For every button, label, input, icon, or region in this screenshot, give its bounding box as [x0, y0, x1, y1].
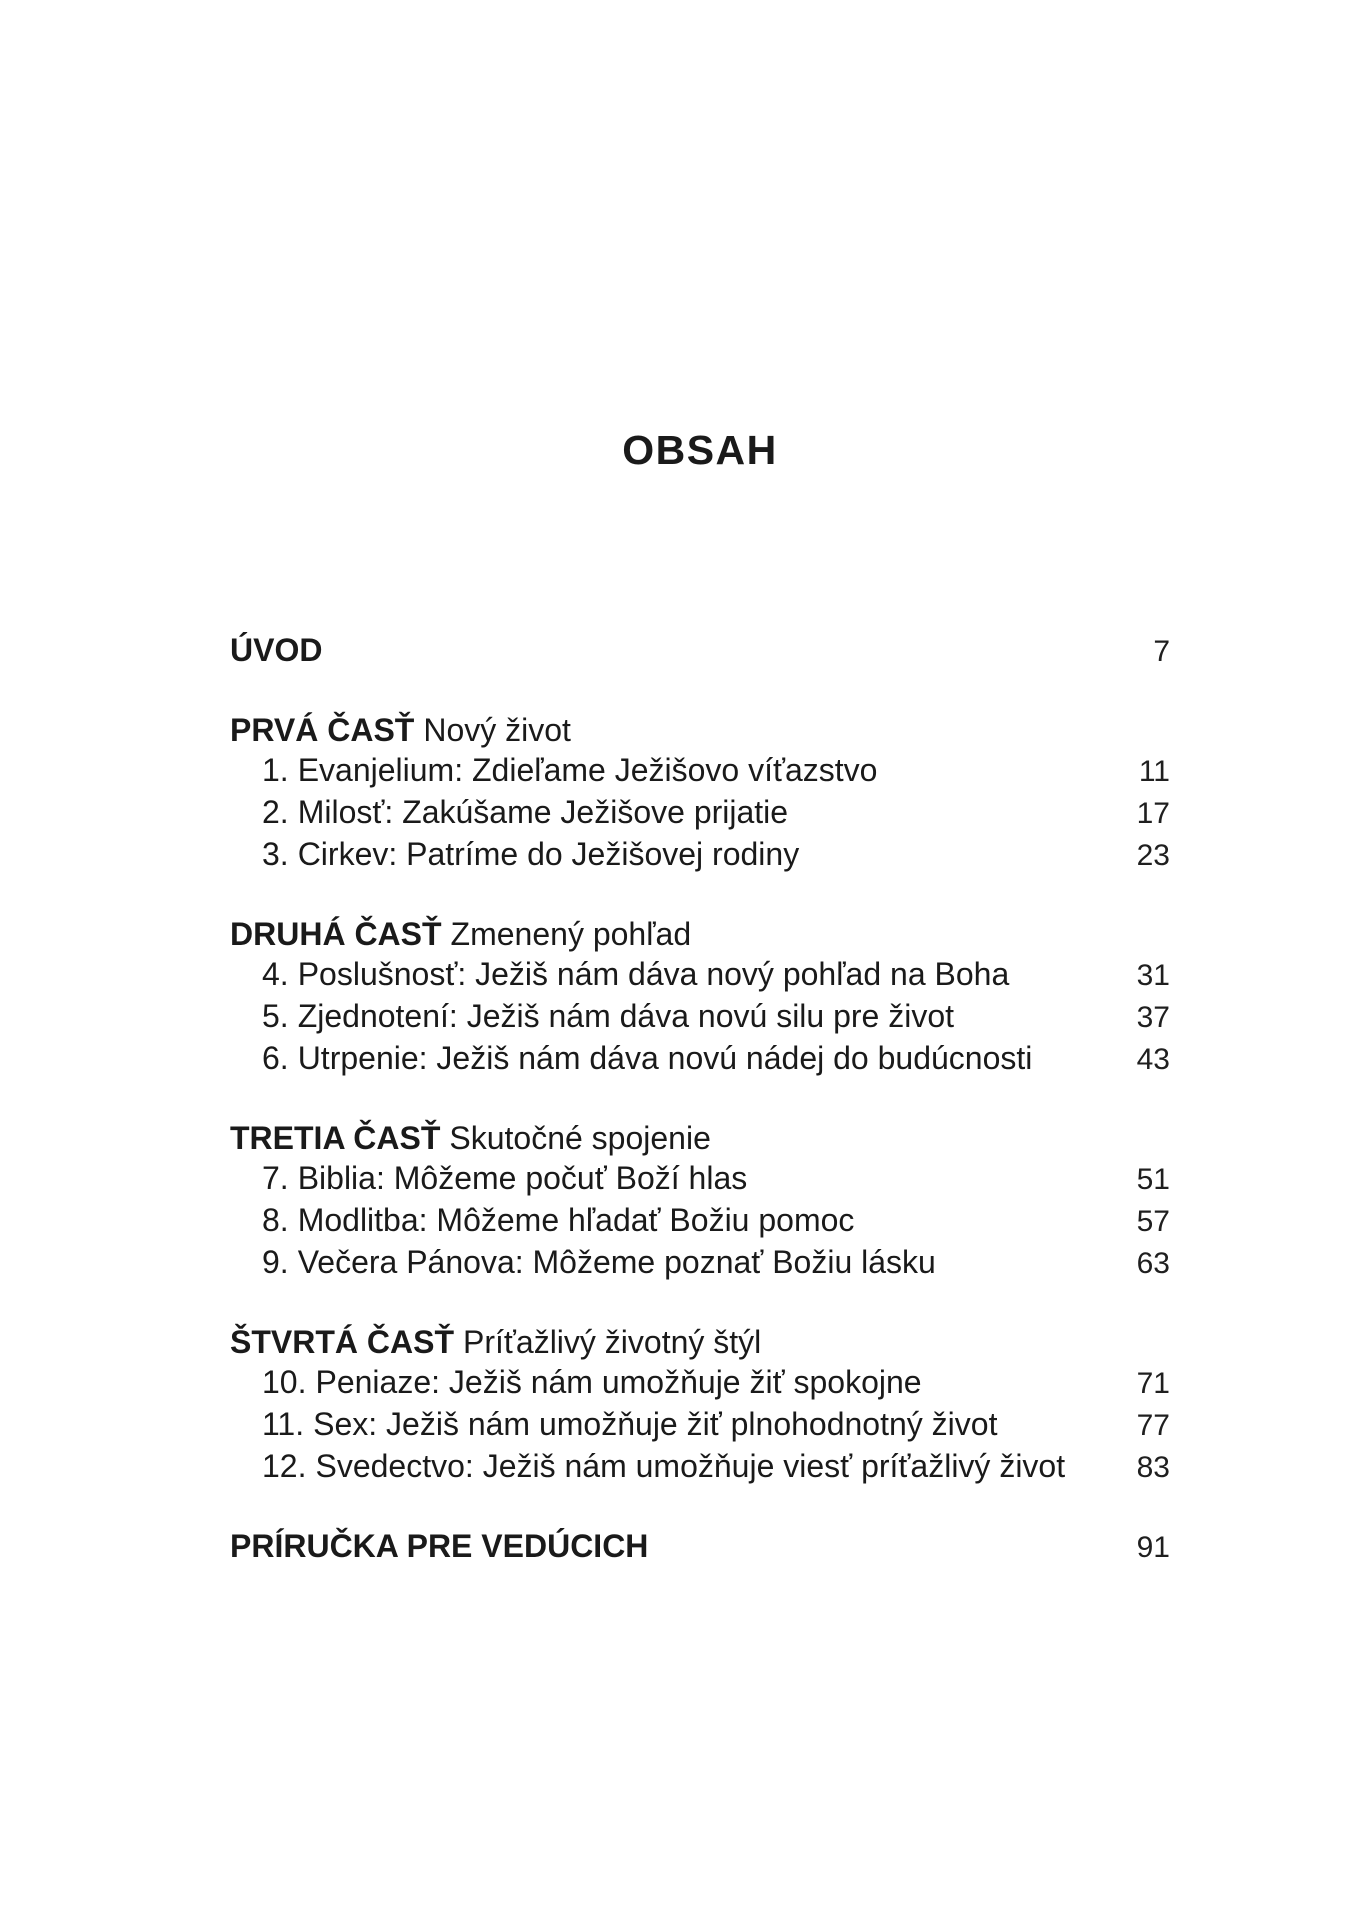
page-number: 7 [1153, 635, 1170, 668]
page-number: 37 [1136, 1001, 1170, 1034]
toc-item [230, 792, 1170, 834]
page-number: 23 [1136, 839, 1170, 872]
section-heading [230, 1118, 1170, 1158]
toc-item-title: Biblia: Môžeme počuť Boží hlas [297, 1160, 748, 1196]
page-number: 43 [1136, 1043, 1170, 1076]
toc-item [230, 834, 1170, 876]
section-heading-title: Príťažlivý životný štýl [463, 1324, 762, 1360]
toc-item [230, 750, 1170, 792]
page-number: 77 [1136, 1409, 1170, 1442]
toc-item [230, 1362, 1170, 1404]
toc-item-number: 2. [262, 794, 289, 830]
toc-item-title: Sex: Ježiš nám umožňuje žiť plnohodnotný život [313, 1406, 998, 1442]
toc-item [230, 1158, 1170, 1200]
toc-item-number: 7. [262, 1160, 289, 1196]
page-number: 71 [1136, 1367, 1170, 1400]
section-heading-number: ŠTVRTÁ ČASŤ [230, 1324, 454, 1360]
toc-item-title: Modlitba: Môžeme hľadať Božiu pomoc [297, 1202, 855, 1238]
page-number: 11 [1138, 755, 1170, 788]
toc-entry-label: PRÍRUČKA PRE VEDÚCICH [230, 1528, 649, 1564]
page-number: 51 [1136, 1163, 1170, 1196]
toc-entry-label: ÚVOD [230, 632, 323, 668]
section-heading-number: DRUHÁ ČASŤ [230, 916, 442, 952]
toc-item-number: 5. [262, 998, 289, 1034]
toc-item-number: 8. [262, 1202, 289, 1238]
toc-item-title: Evanjelium: Zdieľame Ježišovo víťazstvo [297, 752, 878, 788]
toc-item-title: Svedectvo: Ježiš nám umožňuje viesť príťažlivý život [315, 1448, 1066, 1484]
toc-item-number: 1. [262, 752, 289, 788]
toc-item-title: Večera Pánova: Môžeme poznať Božiu lásku [297, 1244, 936, 1280]
toc-entry-uvod [230, 630, 1170, 672]
section-heading-title: Nový život [423, 712, 571, 748]
toc-item-number: 6. [262, 1040, 289, 1076]
toc-item-number: 11. [262, 1406, 305, 1442]
toc-section-3 [230, 1118, 1170, 1284]
page-number: 57 [1136, 1205, 1170, 1238]
toc-item [230, 996, 1170, 1038]
toc-item [230, 1446, 1170, 1488]
section-heading-number: TRETIA ČASŤ [230, 1120, 441, 1156]
toc-entry-prirucka [230, 1526, 1170, 1568]
section-heading [230, 914, 1170, 954]
page-number: 31 [1136, 959, 1170, 992]
page-number: 17 [1136, 797, 1170, 830]
toc-item [230, 1038, 1170, 1080]
toc-item-number: 9. [262, 1244, 289, 1280]
toc-section-4 [230, 1322, 1170, 1488]
toc-item-title: Utrpenie: Ježiš nám dáva novú nádej do budúcnosti [297, 1040, 1033, 1076]
toc-item-title: Cirkev: Patríme do Ježišovej rodiny [297, 836, 800, 872]
toc-item-number: 4. [262, 956, 289, 992]
section-heading [230, 1322, 1170, 1362]
toc-content [230, 0, 1170, 1568]
toc-section-1 [230, 710, 1170, 876]
toc-item [230, 1242, 1170, 1284]
toc-item [230, 1200, 1170, 1242]
toc-item-number: 12. [262, 1448, 307, 1484]
toc-item-title: Milosť: Zakúšame Ježišove prijatie [297, 794, 789, 830]
toc-item-number: 3. [262, 836, 289, 872]
toc-section-2 [230, 914, 1170, 1080]
toc-item-title: Poslušnosť: Ježiš nám dáva nový pohľad na Boha [297, 956, 1010, 992]
toc-item [230, 954, 1170, 996]
section-heading-title: Zmenený pohľad [450, 916, 692, 952]
toc-item-title: Zjednotení: Ježiš nám dáva novú silu pre život [297, 998, 955, 1034]
section-heading [230, 710, 1170, 750]
page-number: 83 [1136, 1451, 1170, 1484]
toc-item-number: 10. [262, 1364, 307, 1400]
section-heading-title: Skutočné spojenie [449, 1120, 711, 1156]
page-title: OBSAH [622, 427, 778, 473]
page-number: 63 [1136, 1247, 1170, 1280]
toc-item [230, 1404, 1170, 1446]
toc-item-title: Peniaze: Ježiš nám umožňuje žiť spokojne [315, 1364, 922, 1400]
page-number: 91 [1136, 1531, 1170, 1564]
section-heading-number: PRVÁ ČASŤ [230, 712, 415, 748]
